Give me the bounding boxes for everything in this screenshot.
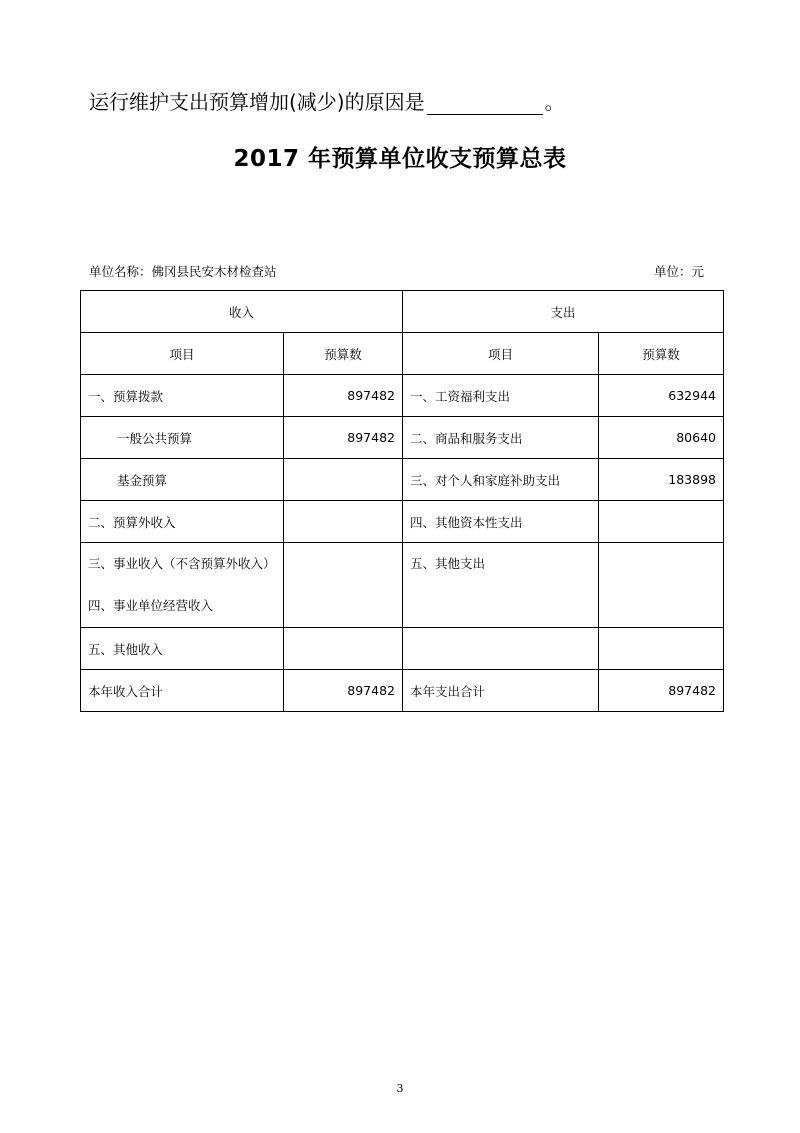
expense-item: 四、其他资本性支出	[403, 501, 599, 543]
income-budget-header: 预算数	[284, 333, 403, 375]
income-item: 二、预算外收入	[81, 501, 284, 543]
table-row	[81, 543, 724, 628]
income-header: 收入	[81, 291, 403, 333]
income-item: 一般公共预算	[81, 417, 284, 459]
expense-item: 一、工资福利支出	[403, 375, 599, 417]
page-title: 2017 年预算单位收支预算总表	[233, 146, 567, 172]
fill-in-blank	[427, 94, 543, 115]
page-number: 3	[396, 1082, 404, 1095]
income-item-group	[81, 543, 284, 628]
income-value	[284, 628, 403, 670]
intro-end: 。	[544, 90, 565, 114]
table-total-row	[81, 670, 724, 712]
expense-value: 632944	[599, 375, 724, 417]
table-row	[81, 459, 724, 501]
expense-item-header: 项目	[403, 333, 599, 375]
expense-value	[599, 628, 724, 670]
income-value: 897482	[284, 375, 403, 417]
expense-header: 支出	[403, 291, 724, 333]
income-value	[284, 459, 403, 501]
income-item: 一、预算拨款	[81, 375, 284, 417]
expense-total-value: 897482	[599, 670, 724, 712]
table-row	[81, 628, 724, 670]
income-value	[284, 543, 403, 628]
expense-item: 二、商品和服务支出	[403, 417, 599, 459]
expense-value: 183898	[599, 459, 724, 501]
table-row	[81, 375, 724, 417]
intro-text: 运行维护支出预算增加(减少)的原因是	[89, 90, 425, 114]
income-total-value: 897482	[284, 670, 403, 712]
income-value: 897482	[284, 417, 403, 459]
table-subheader-row	[81, 333, 724, 375]
income-value	[284, 501, 403, 543]
expense-budget-header: 预算数	[599, 333, 724, 375]
expense-value: 80640	[599, 417, 724, 459]
intro-line	[89, 86, 565, 115]
table-row	[81, 501, 724, 543]
expense-item: 五、其他支出	[410, 556, 486, 571]
expense-total-label: 本年支出合计	[403, 670, 599, 712]
income-total-label: 本年收入合计	[81, 670, 284, 712]
table-header-row	[81, 291, 724, 333]
table-row	[81, 417, 724, 459]
income-item: 三、事业收入（不含预算外收入）	[88, 556, 276, 571]
income-item: 五、其他收入	[81, 628, 284, 670]
currency-unit: 单位：元	[654, 264, 705, 279]
expense-value	[599, 501, 724, 543]
expense-item-group	[403, 543, 599, 628]
income-item-header: 项目	[81, 333, 284, 375]
budget-table	[80, 290, 724, 712]
income-item: 基金预算	[81, 459, 284, 501]
unit-name: 单位名称：佛冈县民安木材检查站	[89, 264, 277, 279]
expense-item	[403, 628, 599, 670]
expense-item: 三、对个人和家庭补助支出	[403, 459, 599, 501]
income-item: 四、事业单位经营收入	[88, 598, 214, 613]
expense-value	[599, 543, 724, 628]
